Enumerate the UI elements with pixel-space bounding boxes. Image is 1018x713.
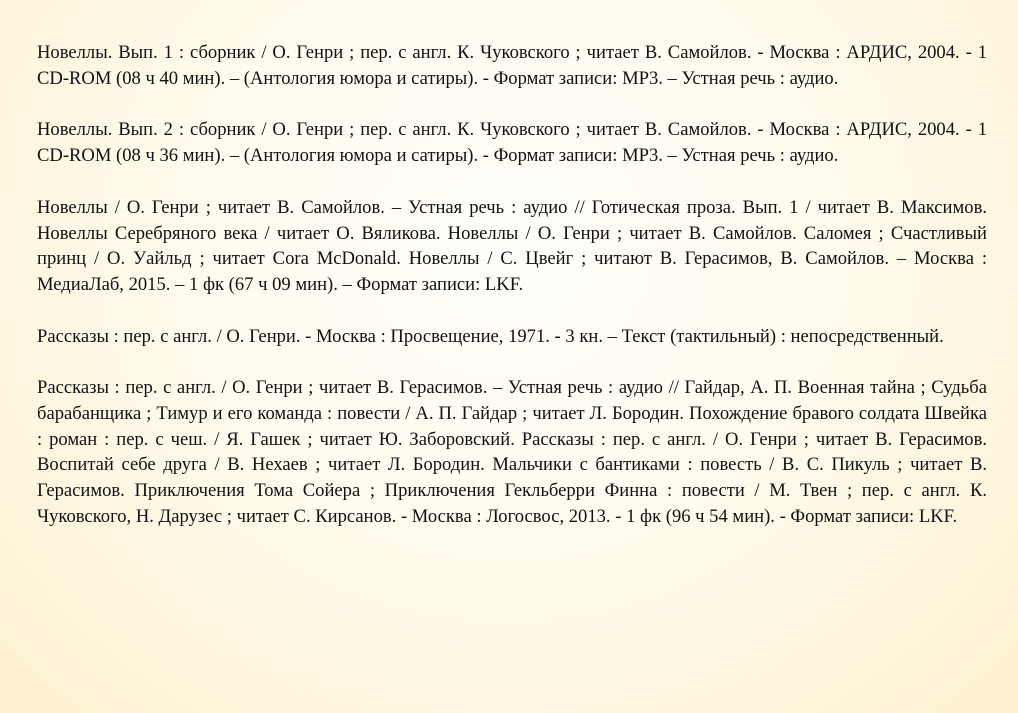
- bibliography-entry-4: Рассказы : пер. с англ. / О. Генри. - Москва : Просвещение, 1971. - 3 кн. – Текст (тактильный) : непосредственный.: [37, 325, 944, 347]
- bibliography-entry-5: Рассказы : пер. с англ. / О. Генри ; читает В. Герасимов. – Устная речь : аудио // Гайдар, А. П. Военная тайна ; Судьба барабанщика ; Тимур и его команда : повести / А. П. Гайдар ; читает Л. Бородин. Похождение бравого солдата Швейка : роман : пер. с чеш. / Я. Гашек ; читает Ю. Заборовский. Рассказы : пер. с англ. / О. Генри ; читает В. Герасимов. Воспитай себе друга / В. Нехаев ; читает Л. Бородин. Мальчики с бантиками : повесть / В. С. Пикуль ; читает В. Герасимов. Приключения Тома Сойера ; Приключения Гекльберри Финна : повести / М. Твен ; пер. с англ. К. Чуковского, Н. Дарузес ; читает С. Кирсанов. - Москва : Логосвос, 2013. - 1 фк (96 ч 54 мин). - Формат записи: LKF.: [37, 377, 987, 527]
- bibliography-entry-2: Новеллы. Вып. 2 : сборник / О. Генри ; пер. с англ. К. Чуковского ; читает В. Самойлов. - Москва : АРДИС, 2004. - 1 CD-ROM (08 ч 36 мин). – (Антология юмора и сатиры). - Формат записи: MP3. – Устная речь : аудио.: [37, 119, 987, 167]
- bibliography-entry-1: Новеллы. Вып. 1 : сборник / О. Генри ; пер. с англ. К. Чуковского ; читает В. Самойлов. - Москва : АРДИС, 2004. - 1 CD-ROM (08 ч 40 мин). – (Антология юмора и сатиры). - Формат записи: MP3. – Устная речь : аудио.: [37, 42, 987, 89]
- bibliography-list: [37, 40, 987, 556]
- bibliography-entry-3: Новеллы / О. Генри ; читает В. Самойлов. – Устная речь : аудио // Готическая проза. Вып. 1 / читает В. Максимов. Новеллы Серебряного века / читает О. Вяликова. Новеллы / О. Генри ; читает В. Самойлов. Саломея ; Счастливый принц / О. Уайльд ; читает Cora McDonald. Новеллы / С. Цвейг ; читают В. Герасимов, В. Самойлов. – Москва : МедиаЛаб, 2015. – 1 фк (67 ч 09 мин). – Формат записи: LKF.: [37, 196, 987, 295]
